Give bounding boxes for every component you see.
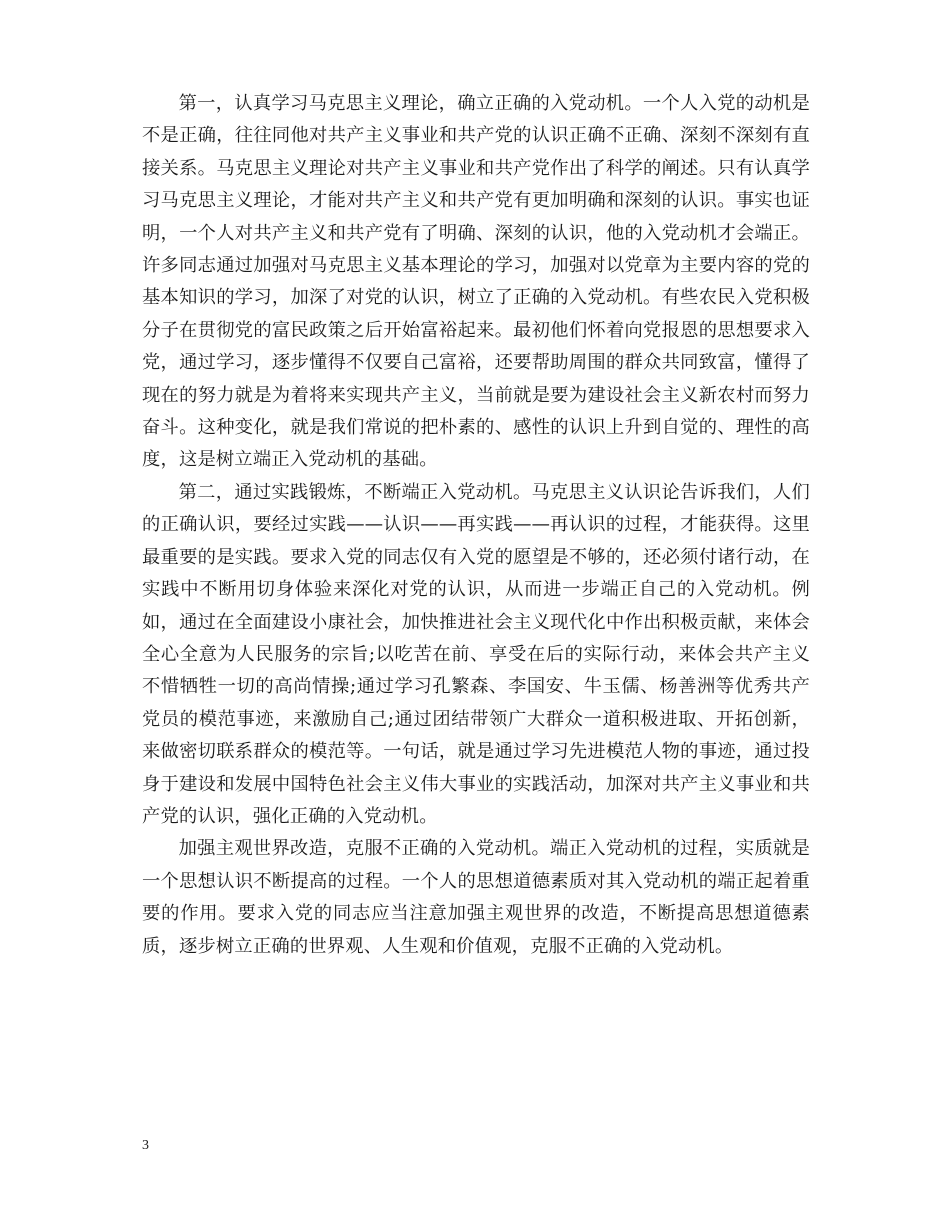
document-body: [142, 88, 810, 963]
paragraph-practice: 第二，通过实践锻炼，不断端正入党动机。马克思主义认识论告诉我们，人们的正确认识，要经过实践——认识——再实践——再认识的过程，才能获得。这里最重要的是实践。要求入党的同志仅有入党的愿望是不够的，还必须付诸行动，在实践中不断用切身体验来深化对党的认识，从而进一步端正自己的入党动机。例如，通过在全面建设小康社会，加快推进社会主义现代化中作出积极贡献，来体会全心全意为人民服务的宗旨;以吃苦在前、享受在后的实际行动，来体会共产主义不惜牺牲一切的高尚情操;通过学习孔繁森、李国安、牛玉儒、杨善洲等优秀共产党员的模范事迹，来激励自己;通过团结带领广大群众一道积极进取、开拓创新，来做密切联系群众的模范等。一句话，就是通过学习先进模范人物的事迹，通过投身于建设和发展中国特色社会主义伟大事业的实践活动，加深对共产主义事业和共产党的认识，强化正确的入党动机。: [142, 481, 810, 827]
paragraph-subjective-world: 加强主观世界改造，克服不正确的入党动机。端正入党动机的过程，实质就是一个思想认识不断提高的过程。一个人的思想道德素质对其入党动机的端正起着重要的作用。要求入党的同志应当注意加强主观世界的改造，不断提高思想道德素质，逐步树立正确的世界观、人生观和价值观，克服不正确的入党动机。: [142, 838, 810, 957]
paragraph-study-theory: 第一，认真学习马克思主义理论，确立正确的入党动机。一个人入党的动机是不是正确，往往同他对共产主义事业和共产党的认识正确不正确、深刻不深刻有直接关系。马克思主义理论对共产主义事业和共产党作出了科学的阐述。只有认真学习马克思主义理论，才能对共产主义和共产党有更加明确和深刻的认识。事实也证明，一个人对共产主义和共产党有了明确、深刻的认识，他的入党动机才会端正。许多同志通过加强对马克思主义基本理论的学习，加强对以党章为主要内容的党的基本知识的学习，加深了对党的认识，树立了正确的入党动机。有些农民入党积极分子在贯彻党的富民政策之后开始富裕起来。最初他们怀着向党报恩的思想要求入党，通过学习，逐步懂得不仅要自己富裕，还要帮助周围的群众共同致富，懂得了现在的努力就是为着将来实现共产主义，当前就是要为建设社会主义新农村而努力奋斗。这种变化，就是我们常说的把朴素的、感性的认识上升到自觉的、理性的高度，这是树立端正入党动机的基础。: [142, 93, 810, 471]
page-number: 3: [142, 1138, 149, 1153]
